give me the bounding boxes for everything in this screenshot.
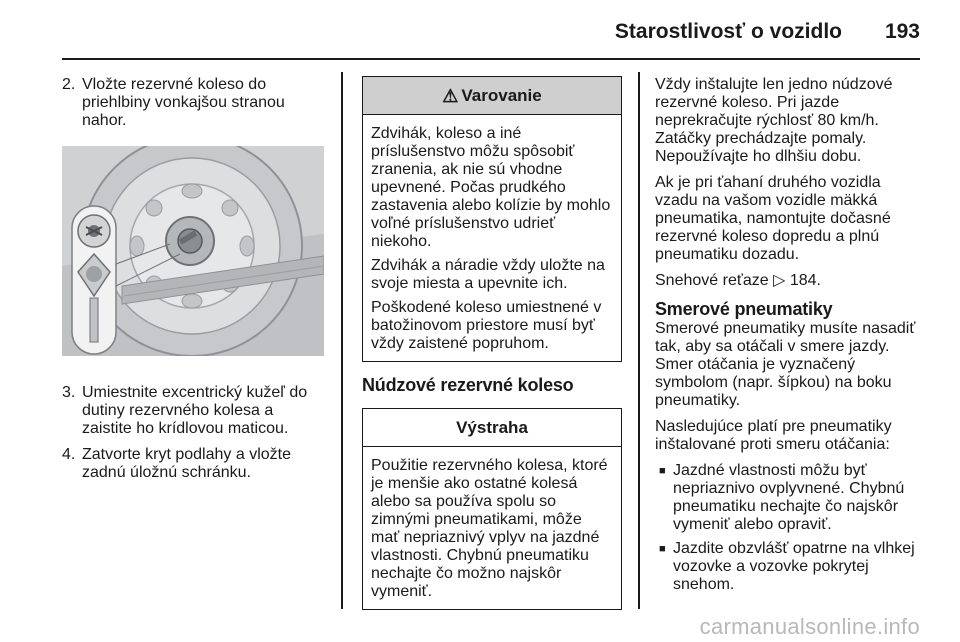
step-text: Vložte rezervné koleso do priehlbiny vonkajšou stranou nahor. bbox=[82, 76, 285, 129]
warning-box bbox=[362, 76, 622, 362]
page-number: 193 bbox=[884, 20, 920, 43]
spare-wheel-image bbox=[62, 146, 324, 356]
warning-triangle-icon: ⚠ bbox=[442, 85, 459, 106]
caution-box-body bbox=[363, 447, 621, 609]
spare-wheel-illustration bbox=[62, 146, 324, 356]
list-item bbox=[655, 462, 925, 534]
caution-heading: Výstraha bbox=[456, 417, 528, 437]
bullet-square-icon: ■ bbox=[659, 543, 666, 555]
bullet-square-icon: ■ bbox=[659, 465, 666, 477]
step-2 bbox=[62, 76, 326, 130]
column-left bbox=[62, 76, 326, 490]
cross-reference[interactable]: Snehové reťaze ▷ 184. bbox=[655, 272, 821, 289]
column-middle bbox=[362, 76, 622, 624]
watermark: carmanualsonline.info bbox=[699, 614, 920, 639]
caution-box-header bbox=[363, 409, 621, 447]
section-heading-directional-tyres: Smerové pneumatiky bbox=[655, 299, 833, 319]
header-rule bbox=[62, 58, 920, 60]
page-header bbox=[0, 0, 960, 60]
warning-box-body bbox=[363, 115, 621, 361]
step-text: Zatvorte kryt podlahy a vložte zadnú úložnú schránku. bbox=[82, 446, 291, 481]
caution-paragraph: Použitie rezervného kolesa, ktoré je menšie ako ostatné kolesá alebo sa používa spolu so zimnými pneumatikami, môže mať nepriaznivý vplyv na jazdné vlastnosti. Chybnú pneumatiku nechajte čo možno najskôr vymeniť. bbox=[371, 457, 608, 600]
column-divider-left bbox=[341, 72, 343, 609]
list-item bbox=[655, 540, 925, 594]
paragraph: Smerové pneumatiky musíte nasadiť tak, aby sa otáčali v smere jazdy. Smer otáčania je vyznačený symbolom (napr. šípkou) na boku pneumatiky. bbox=[655, 320, 916, 409]
warning-heading: Varovanie bbox=[461, 85, 542, 105]
warning-paragraph: Zdvihák, koleso a iné príslušenstvo môžu spôsobiť zranenia, ak nie sú vhodne upevnené. Počas prudkého zastavenia alebo kolízie by mohlo voľné príslušenstvo udrieť niekoho. bbox=[371, 125, 611, 250]
page-title: Starostlivosť o vozidlo bbox=[614, 20, 842, 43]
step-number: 3. bbox=[62, 384, 76, 401]
column-right bbox=[655, 76, 925, 600]
paragraph: Nasledujúce platí pre pneumatiky inštalované proti smeru otáčania: bbox=[655, 418, 892, 453]
step-number: 2. bbox=[62, 76, 76, 93]
warning-paragraph: Poškodené koleso umiestnené v batožinovom priestore musí byť vždy zaistené popruhom. bbox=[371, 299, 602, 352]
list-item-text: Jazdné vlastnosti môžu byť nepriaznivo ovplyvnené. Chybnú pneumatiku nechajte čo najskôr vymeniť alebo opraviť. bbox=[673, 462, 905, 533]
step-4 bbox=[62, 446, 326, 482]
column-divider-right bbox=[638, 72, 640, 609]
step-3 bbox=[62, 384, 326, 438]
section-heading-emergency-spare: Núdzové rezervné koleso bbox=[362, 375, 574, 395]
paragraph: Ak je pri ťahaní druhého vozidla vzadu na vašom vozidle mäkká pneumatika, namontujte dočasné rezervné koleso dopredu a plnú pneumatiku dozadu. bbox=[655, 174, 891, 263]
step-number: 4. bbox=[62, 446, 76, 463]
warning-paragraph: Zdvihák a náradie vždy uložte na svoje miesta a upevnite ich. bbox=[371, 257, 605, 292]
paragraph: Vždy inštalujte len jedno núdzové rezervné koleso. Pri jazde neprekračujte rýchlosť 80 km/h. Zatáčky prechádzajte pomaly. Nepoužívajte ho dlhšiu dobu. bbox=[655, 76, 893, 165]
list-item-text: Jazdite obzvlášť opatrne na vlhkej vozovke a vozovke pokrytej snehom. bbox=[673, 540, 915, 593]
warning-box-header bbox=[363, 77, 621, 115]
caution-box bbox=[362, 408, 622, 610]
step-text: Umiestnite excentrický kužeľ do dutiny rezervného kolesa a zaistite ho krídlovou maticou. bbox=[82, 384, 308, 437]
